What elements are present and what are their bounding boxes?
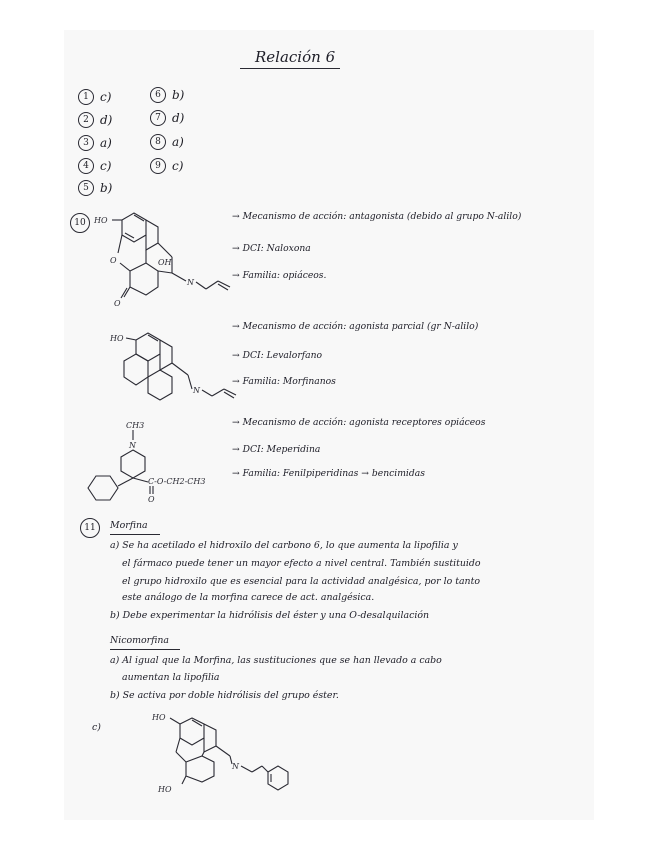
bond	[172, 273, 186, 281]
benzene-ring	[180, 718, 204, 745]
nicomorfina-heading: Nicomorfina	[110, 635, 169, 646]
levallorphan-family: → Familia: Morfinanos	[232, 376, 336, 387]
nitrogen-label: N	[129, 441, 136, 450]
allyl-double-bond	[218, 281, 230, 287]
answer-7	[150, 110, 184, 126]
ring-c	[186, 756, 214, 782]
answer-4	[78, 158, 111, 174]
answer-2	[78, 112, 112, 128]
phenethyl-bond	[252, 766, 262, 772]
carbonyl-oxygen-label: O	[114, 299, 121, 308]
part-c-label: c)	[92, 722, 101, 733]
morfina-heading: Morfina	[110, 520, 148, 531]
morfina-a-line-1: a) Se ha acetilado el hidroxilo del carbono 6, lo que aumenta la lipofilia y	[110, 540, 458, 551]
question-number: 8	[150, 134, 166, 150]
nicomorfina-heading-underline	[110, 649, 180, 650]
question-number: 4	[78, 158, 94, 174]
piperidine-ring	[121, 450, 145, 478]
hydroxyl-14-label: OH	[158, 258, 172, 267]
morfina-a-line-3: el grupo hidroxilo que es esencial para la actividad analgésica, por lo tanto	[122, 576, 481, 587]
ring-c	[124, 354, 148, 385]
bond	[202, 752, 204, 756]
title-underline	[240, 68, 340, 69]
bond	[216, 746, 230, 756]
question-number: 6	[150, 87, 166, 103]
nicomorfina-b: b) Se activa por doble hidrólisis del grupo éster.	[110, 690, 339, 701]
answer-9	[150, 158, 183, 174]
naloxone-dci: → DCI: Naloxona	[232, 243, 311, 254]
answer-choice: c)	[100, 90, 112, 104]
bond	[176, 752, 186, 762]
question-number: 2	[78, 112, 94, 128]
answer-choice: c)	[100, 159, 112, 173]
bond	[158, 271, 172, 273]
nitrogen-label: N	[187, 278, 194, 287]
answer-3	[78, 135, 112, 151]
bond	[182, 776, 186, 784]
hydroxyl-label: HO	[94, 216, 108, 225]
question-10-label	[70, 213, 90, 233]
bond	[120, 263, 130, 271]
question-11-label	[80, 518, 100, 538]
carbonyl-oxygen-label: O	[148, 495, 155, 504]
answer-1	[78, 89, 111, 105]
question-number: 3	[78, 135, 94, 151]
hydroxyl-bottom-label: HO	[158, 785, 172, 794]
meperidine-dci: → DCI: Meperidina	[232, 444, 321, 455]
answer-6	[150, 87, 184, 103]
bond	[133, 478, 148, 482]
levallorphan-structure	[110, 325, 250, 410]
bond	[176, 738, 180, 752]
phenethyl-bond	[241, 766, 252, 772]
answer-choice: c)	[172, 159, 184, 173]
morfina-b: b) Debe experimentar la hidrólisis del éster y una O-desalquilación	[110, 610, 430, 621]
meperidine-family: → Familia: Fenilpiperidinas → bencimidas	[232, 468, 425, 479]
morfina-heading-underline	[110, 534, 160, 535]
meperidine-structure	[88, 418, 228, 502]
allyl-bond	[206, 281, 218, 289]
nicomorfina-a-line-2: aumentan la lipofilia	[122, 672, 220, 683]
phenyl-ring	[88, 476, 118, 500]
answer-choice: d)	[172, 111, 185, 125]
nitrogen-label: N	[193, 386, 200, 395]
hydroxyl-label: HO	[110, 334, 124, 343]
ring-b	[146, 220, 158, 250]
nitrogen-label: N	[232, 762, 239, 771]
morfina-a-line-2: el fármaco puede tener un mayor efecto a nivel central. También sustituido	[122, 558, 481, 569]
meperidine-mechanism: → Mecanismo de acción: agonista receptores opiáceos	[232, 417, 486, 428]
bond	[118, 235, 122, 253]
ester-label: C-O-CH2-CH3	[148, 477, 206, 486]
answer-choice: b)	[100, 181, 113, 195]
benzene-ring	[136, 333, 160, 361]
allyl-bond	[212, 389, 224, 396]
allyl-double-bond	[224, 389, 236, 395]
ring-b	[204, 724, 216, 752]
bond	[118, 478, 133, 486]
bond	[126, 338, 136, 340]
hydroxyl-top-label: HO	[152, 713, 166, 722]
question-number: 10	[70, 213, 90, 233]
bond	[158, 243, 172, 257]
ring-c	[130, 263, 158, 295]
bond	[170, 718, 180, 724]
ring-d	[148, 370, 172, 400]
question-number: 9	[150, 158, 166, 174]
ether-oxygen-label: O	[110, 256, 117, 265]
question-number: 7	[150, 110, 166, 126]
answer-choice: a)	[100, 136, 112, 150]
morfina-a-line-4: este análogo de la morfina carece de act. analgésica.	[122, 592, 375, 603]
answer-choice: a)	[172, 135, 184, 149]
ring-b	[160, 340, 172, 370]
levallorphan-dci: → DCI: Levalorfano	[232, 350, 323, 361]
phenethyl-bond	[262, 766, 268, 772]
question-number: 11	[80, 518, 100, 538]
answer-8	[150, 134, 184, 150]
allyl-bond	[202, 390, 212, 396]
naloxone-family: → Familia: opiáceos.	[232, 270, 327, 281]
page-title: Relación 6	[255, 48, 336, 66]
allyl-bond	[196, 282, 206, 289]
nicomorfina-a-line-1: a) Al igual que la Morfina, las sustituciones que se han llevado a cabo	[110, 655, 442, 666]
question-number: 5	[78, 180, 94, 196]
answer-choice: b)	[172, 88, 185, 102]
answer-5	[78, 180, 112, 196]
question-number: 1	[78, 89, 94, 105]
answer-choice: d)	[100, 113, 113, 127]
bond	[188, 375, 192, 389]
naloxone-structure	[92, 205, 242, 315]
levallorphan-mechanism: → Mecanismo de acción: agonista parcial (gr N-alilo)	[232, 321, 479, 332]
naloxone-mechanism: → Mecanismo de acción: antagonista (debido al grupo N-alilo)	[232, 211, 522, 222]
methyl-label: CH3	[126, 421, 145, 430]
bond	[172, 363, 188, 375]
part-c-structure	[150, 710, 300, 795]
